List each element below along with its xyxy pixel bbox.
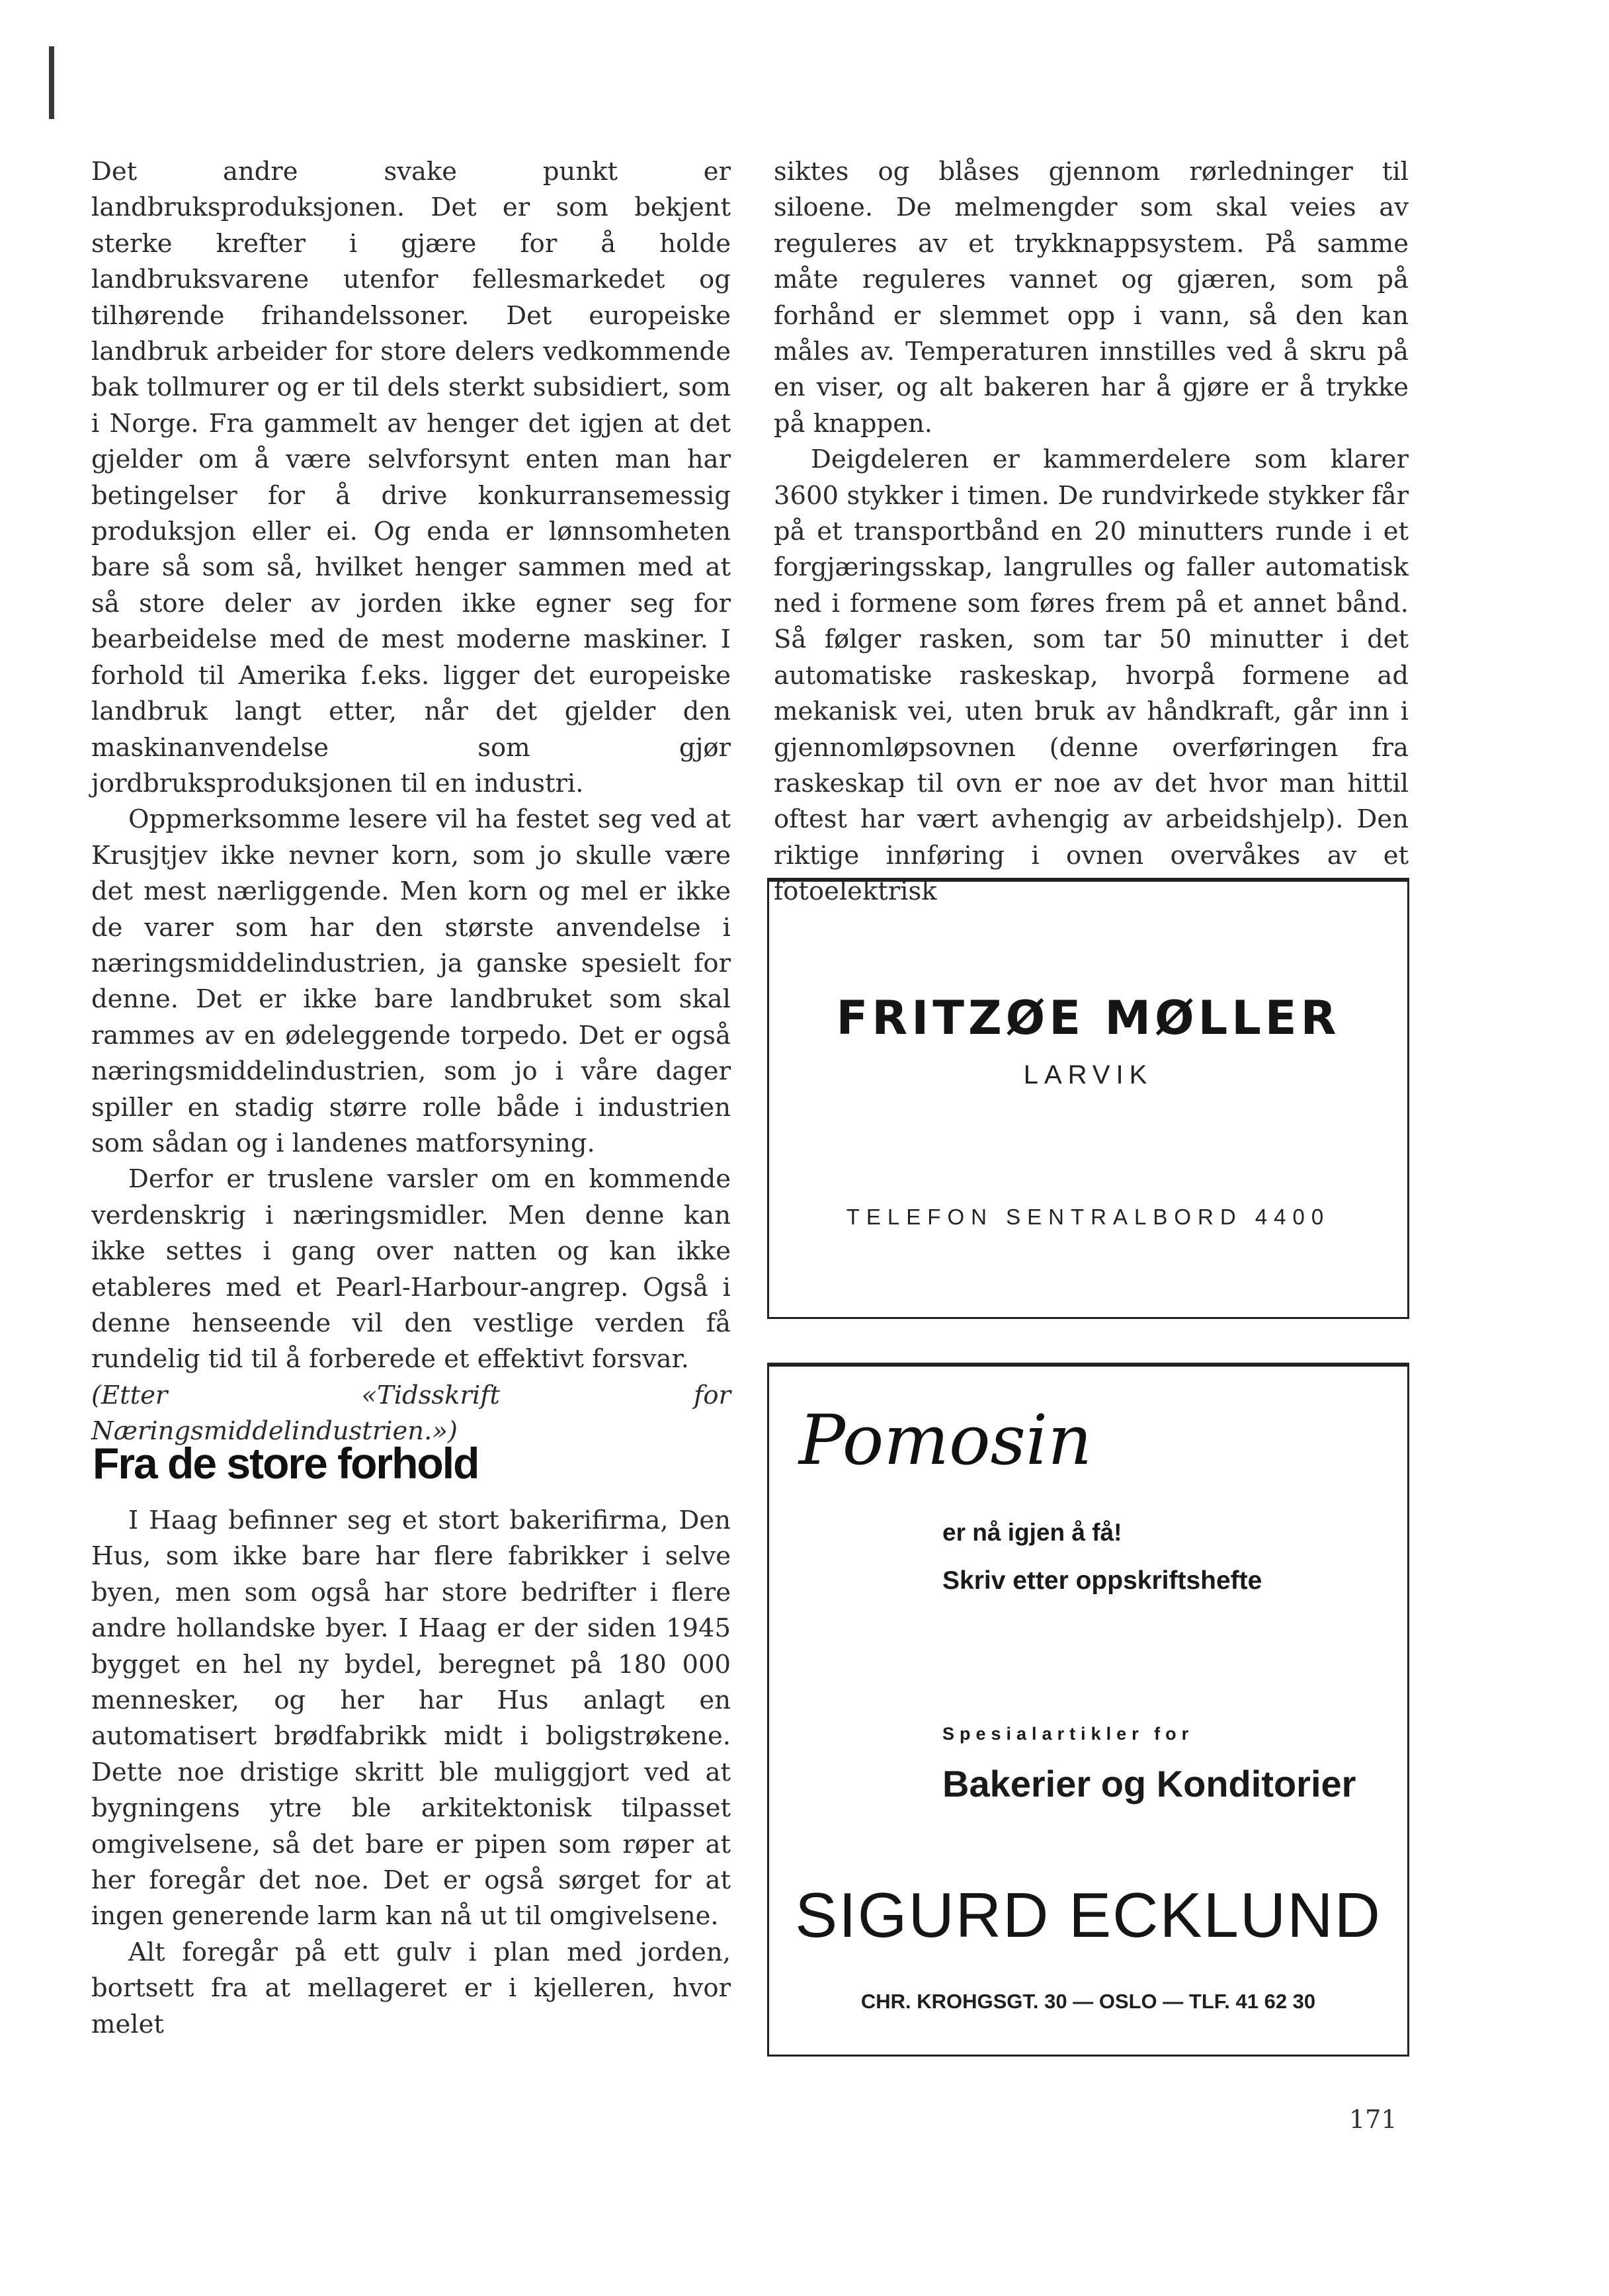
fritzoe-city: LARVIK (1023, 1060, 1153, 1089)
section-column (91, 1503, 731, 2043)
right-paragraph-2: Deigdeleren er kammerdelere som klarer 3600 stykker i timen. De rundvirkede stykker får på et transportbånd en 20 minutters runde i et forgjæringsskap, langrulles og faller automatisk ned i formene som føres frem på et annet bånd. Så følger rasken, som tar 50 minutter i det automatiske raskeskap, hvorpå formene ad mekanisk vei, uten bruk av håndkraft, går inn i gjennomløpsovnen (denne overføringen fra raskeskap til ovn er noe av det hvor man hittil oftest har vært avhengig av arbeidshjelp). Den riktige innføring i ovnen overvåkes av et fotoelektrisk (774, 445, 1409, 907)
article-paragraph-3: Derfor er truslene varsler om en kommende verdenskrig i næringsmidler. Men denne kan ikke settes i gang over natten og kan ikke etableres med et Pearl-Harbour-angrep. Også i denne henseende vil den vestlige verden få rundelig tid til å forberede et effektivt forsvar. (91, 1164, 731, 1375)
pomosin-brand-logo: Pomosin (799, 1400, 1093, 1480)
fritzoe-phone: TELEFON SENTRALBORD 4400 (846, 1205, 1331, 1229)
pomosin-availability: er nå igjen å få! (942, 1519, 1122, 1546)
article-left-column (91, 154, 731, 1450)
section-paragraph-1: I Haag befinner seg et stort bakerifirma, Den Hus, som ikke bare har flere fabrikker i selve byen, men som også har store bedrifter i flere andre hollandske byer. I Haag er der siden 1945 bygget en hel ny bydel, beregnet på 180 000 mennesker, og her har Hus anlagt en automatisert brødfabrikk midt i boligstrøkene. Dette noe dristige skritt ble muliggjort ved at bygningens ytre ble arkitektonisk tilpasset omgivelsene, så det bare er pipen som røper at her foregår det noe. Det er også sørget for at ingen generende larm kan nå ut til omgivelsene. (91, 1506, 731, 1932)
page-number: 171 (1349, 2105, 1397, 2134)
section-heading: Fra de store forhold (93, 1439, 479, 1488)
pomosin-trades: Bakerier og Konditorier (942, 1763, 1356, 1805)
article-right-column (774, 154, 1409, 910)
pomosin-booklet-offer: Skriv etter oppskriftshefte (942, 1566, 1262, 1595)
section-paragraph-2: Alt foregår på ett gulv i plan med jorden, bortsett fra at mellageret er i kjelleren, hvor melet (91, 1937, 731, 2039)
article-citation: (Etter «Tidsskrift for Næringsmiddelindustrien.») (91, 1380, 731, 1447)
scan-edge-mark (49, 46, 54, 119)
fritzoe-advertisement (767, 878, 1409, 1319)
article-paragraph-2: Oppmerksomme lesere vil ha festet seg ved at Krusjtjev ikke nevner korn, som jo skulle være det mest nærliggende. Men korn og mel er ikke de varer som har den største anvendelse i næringsmiddelindustrien, ja ganske spesielt for denne. Det er ikke bare landbruket som skal rammes av en ødeleggende torpedo. Det er også næringsmiddelindustrien, som jo i våre dager spiller en stadig større rolle både i industrien som sådan og i landenes matforsyning. (91, 804, 731, 1158)
ecklund-company-name: SIGURD ECKLUND (795, 1880, 1382, 1951)
fritzoe-company-name: FRITZØE MØLLER (836, 991, 1341, 1045)
pomosin-specialty-label: Spesialartikler for (942, 1724, 1194, 1744)
right-paragraph-1: siktes og blåses gjennom rørledninger til siloene. De melmengder som skal veies av reguleres av et trykknappsystem. På samme måte reguleres vannet og gjæren, som på forhånd er slemmet opp i vann, så den kan måles av. Temperaturen innstilles ved å skru på en viser, og alt bakeren har å gjøre er å trykke på knappen. (774, 157, 1409, 439)
ecklund-address: CHR. KROHGSGT. 30 — OSLO — TLF. 41 62 30 (860, 1990, 1316, 2013)
pomosin-advertisement (767, 1363, 1409, 2057)
article-paragraph-1: Det andre svake punkt er landbruksproduksjonen. Det er som bekjent sterke krefter i gjære for å holde landbruksvarene utenfor fellesmarkedet og tilhørende frihandelssoner. Det europeiske landbruk arbeider for store delers vedkommende bak tollmurer og er til dels sterkt subsidiert, som i Norge. Fra gammelt av henger det igjen at det gjelder om å være selvforsynt enten man har betingelser for å drive konkurransemessig produksjon eller ei. Og enda er lønnsomheten bare så som så, hvilket henger sammen med at så store deler av jorden ikke egner seg for bearbeidelse med de mest moderne maskiner. I forhold til Amerika f.eks. ligger det europeiske landbruk langt etter, når det gjelder den maskinanvendelse som gjør jordbruksproduksjonen til en industri. (91, 157, 731, 798)
